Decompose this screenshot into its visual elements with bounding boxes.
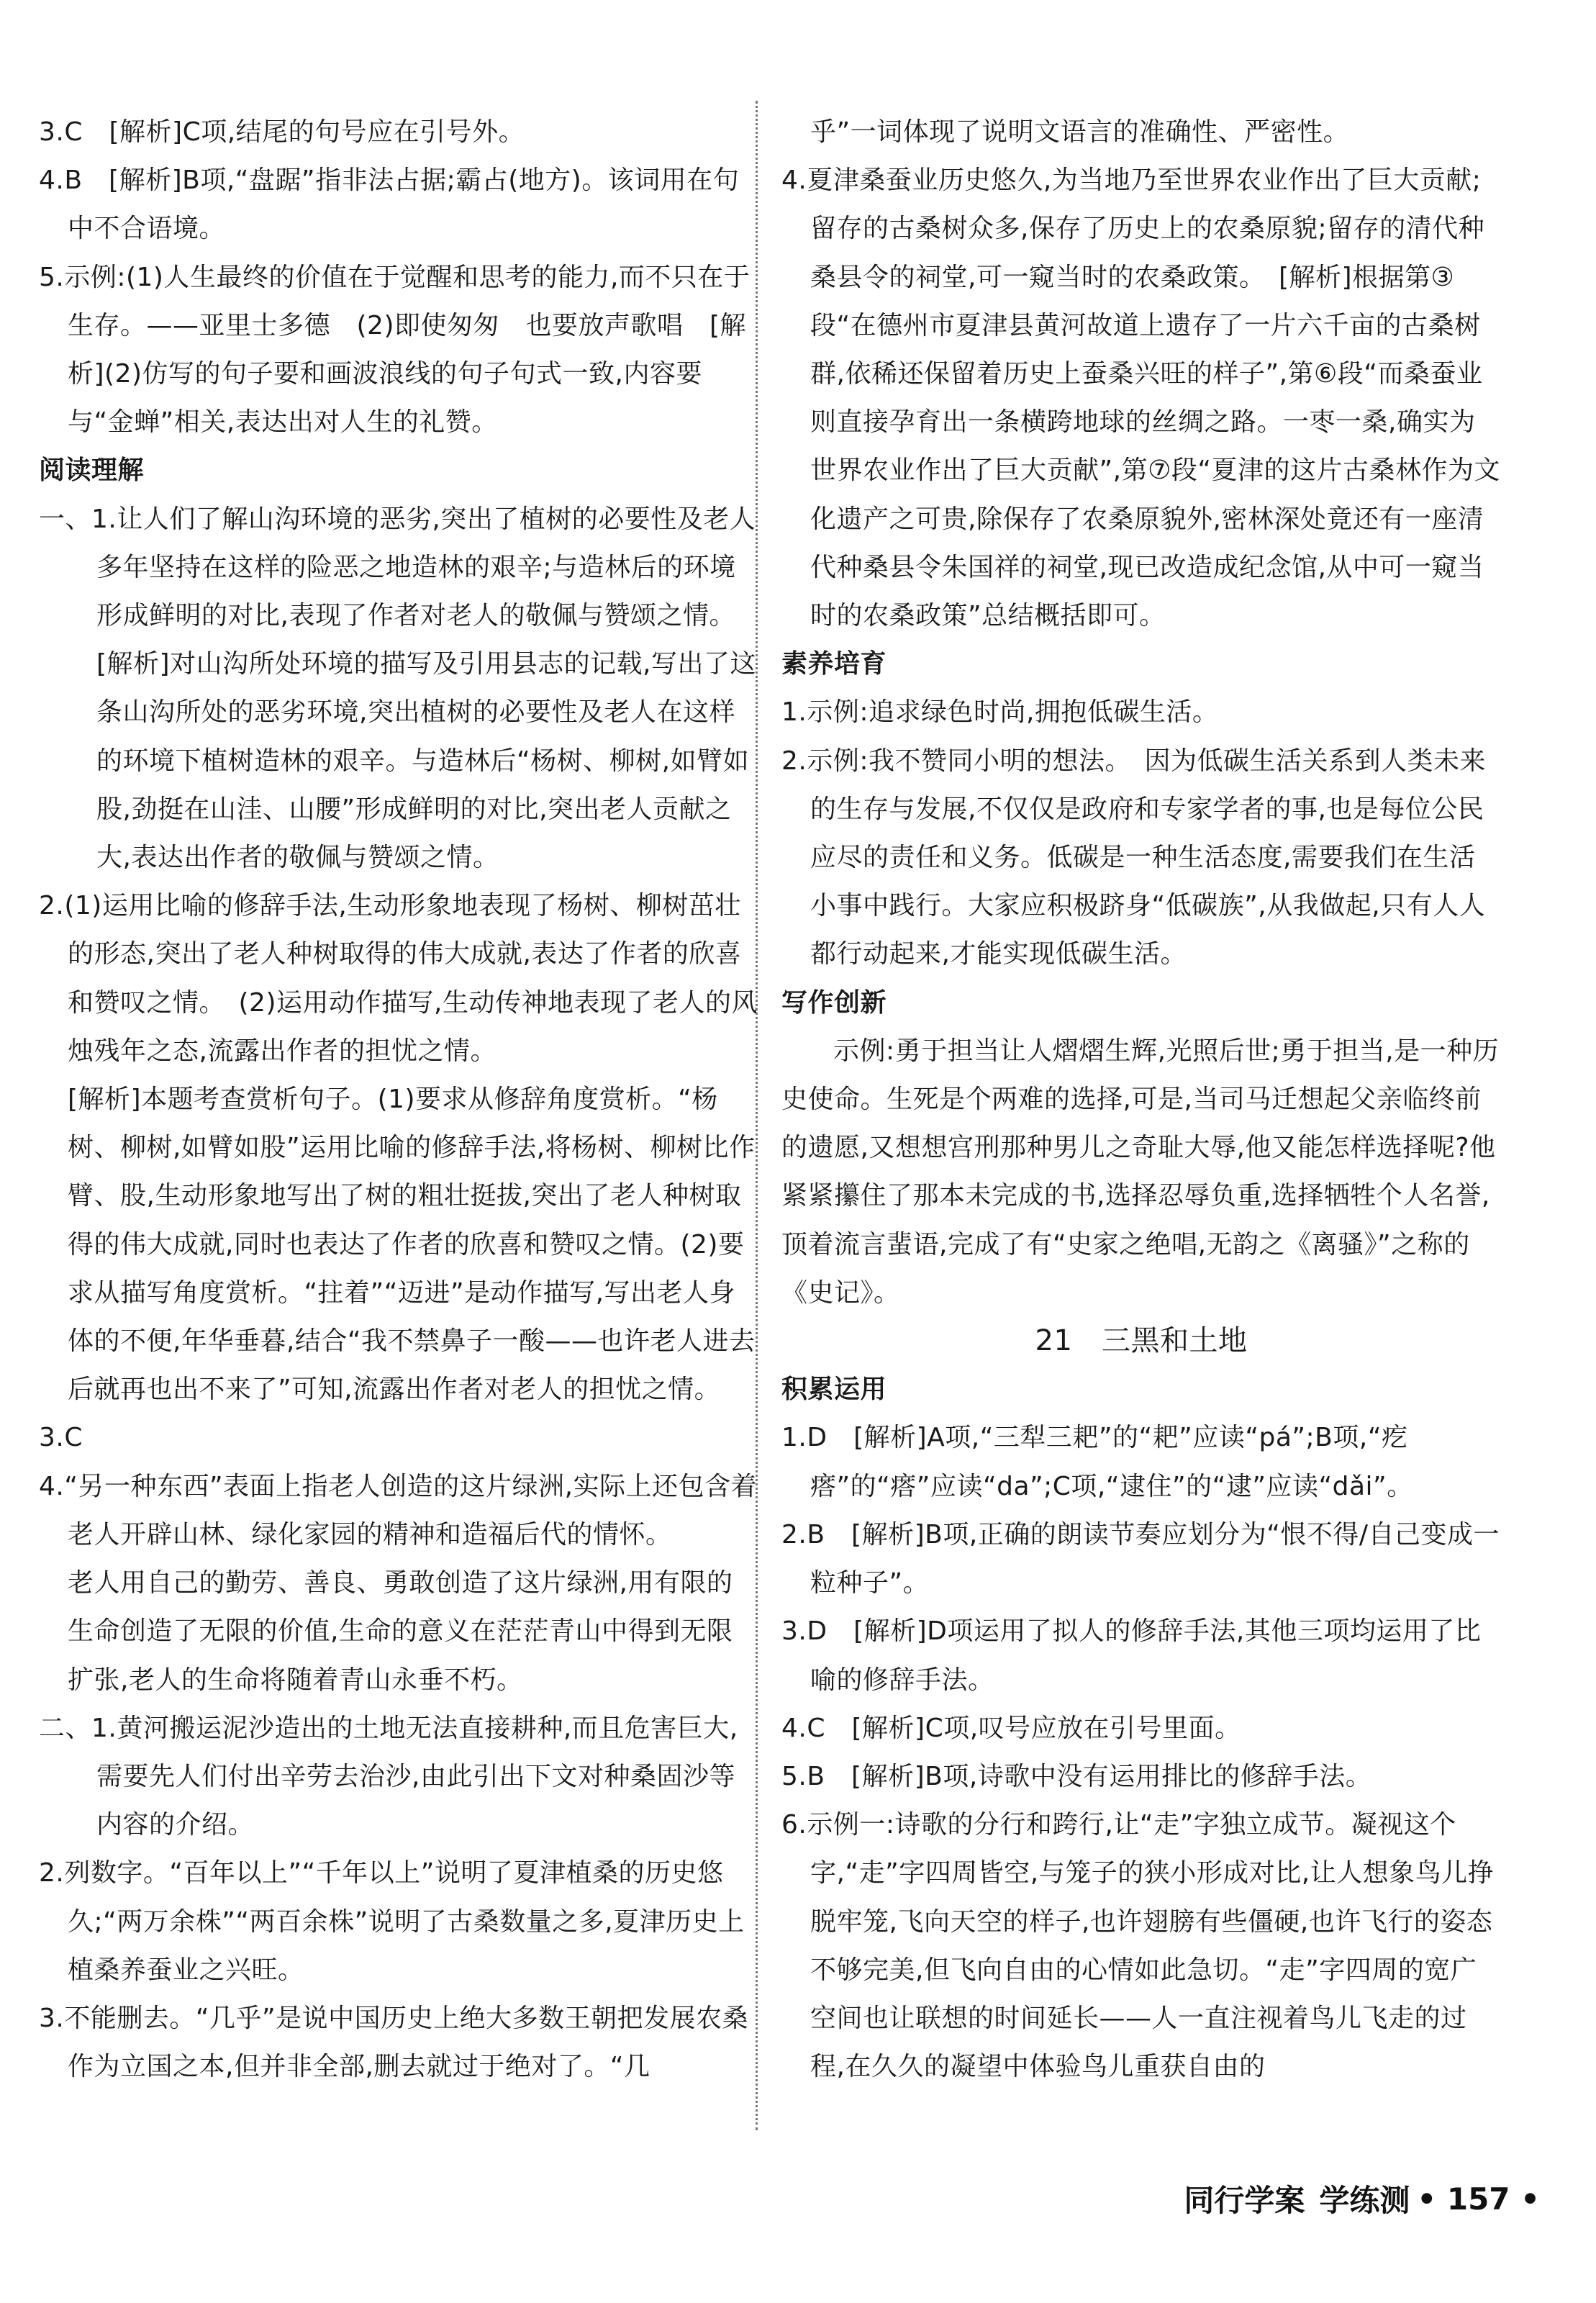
answer-item: 4.B [解析]B项,“盘踞”指非法占据;霸占(地方)。该词用在句中不合语境。	[39, 166, 740, 244]
section-heading: 阅读理解	[39, 456, 145, 486]
answer-item: 5.B [解析]B项,诗歌中没有运用排比的修辞手法。	[781, 1761, 1372, 1791]
section-heading: 写作创新	[781, 987, 887, 1018]
answer-item: 4.夏津桑蚕业历史悠久,为当地乃至世界农业作出了巨大贡献;留存的古桑树众多,保存了历史上的农桑原貌;留存的清代种桑县令的祠堂,可一窥当时的农桑政策。 [解析]根据第③段“在德州市夏津县黄河故道上遗存了一片六千亩的古桑树群,依稀还保留着历史上蚕桑兴旺的样子”,第⑥段“而桑蚕业则直接孕育出一条横跨地球的丝绸之路。一枣一桑,确实为世界农业作出了巨大贡献”,第⑦段“夏津的这片古桑林作为文化遗产之可贵,除保存了农桑原貌外,密林深处竟还有一座清代种桑县令朱国祥的祠堂,现已改造成纪念馆,从中可一窥当时的农桑政策”总结概括即可。	[781, 166, 1501, 631]
answer-item: 二、1.黄河搬运泥沙造出的土地无法直接耕种,而且危害巨大,需要先人们付出辛劳去治沙,由此引出下文对种桑固沙等内容的介绍。	[39, 1713, 738, 1840]
answer-item: 5.示例:(1)人生最终的价值在于觉醒和思考的能力,而不只在于生存。——亚里士多德 (2)即使匆匆 也要放声歌唱 [解析](2)仿写的句子要和画波浪线的句子句式一致,内容要与“金蝉”相关,表达出对人生的礼赞。	[39, 262, 751, 438]
answer-item: 1.示例:追求绿色时尚,拥抱低碳生活。	[781, 697, 1219, 728]
answer-item: 2.示例:我不赞同小明的想法。 因为低碳生活关系到人类未来的生存与发展,不仅仅是政府和专家学者的事,也是每位公民应尽的责任和义务。低碳是一种生活态度,需要我们在生活小事中践行。大家应积极跻身“低碳族”,从我做起,只有人人都行动起来,才能实现低碳生活。	[781, 746, 1486, 969]
answer-paragraph: 示例:勇于担当让人熠熠生辉,光照后世;勇于担当,是一种历史使命。生死是个两难的选择,可是,当司马迁想起父亲临终前的遗愿,又想想宫刑那种男儿之奇耻大辱,他又能怎样选择呢?他紧紧攥住了那本未完成的书,选择忍辱负重,选择牺牲个人名誉,顶着流言蜚语,完成了有“史家之绝唱,无韵之《离骚》”之称的《史记》。	[781, 1036, 1500, 1308]
answer-paragraph: 乎”一词体现了说明文语言的准确性、严密性。	[810, 117, 1350, 147]
answer-item: 1.D [解析]A项,“三犁三耙”的“耙”应读“pá”;B项,“疙瘩”的“瘩”应读“da”;C项,“逮住”的“逮”应读“dǎi”。	[781, 1423, 1413, 1501]
answer-item: 4.“另一种东西”表面上指老人创造的这片绿洲,实际上还包含着老人开辟山林、绿化家园的精神和造福后代的情怀。	[39, 1471, 758, 1549]
lesson-title: 21 三黑和土地	[1035, 1324, 1248, 1358]
answer-item: 3.不能删去。“几乎”是说中国历史上绝大多数王朝把发展农桑作为立国之本,但并非全部,删去就过于绝对了。“几	[39, 2003, 749, 2082]
answer-paragraph: 老人用自己的勤劳、善良、勇敢创造了这片绿洲,用有限的生命创造了无限的价值,生命的意义在茫茫青山中得到无限扩张,老人的生命将随着青山永垂不朽。	[68, 1568, 733, 1695]
answer-item: 3.D [解析]D项运用了拟人的修辞手法,其他三项均运用了比喻的修辞手法。	[781, 1616, 1482, 1695]
footer-series: 学练测	[1319, 2183, 1410, 2218]
right-column	[781, 108, 1501, 2091]
page-number: • 157 •	[1417, 2181, 1540, 2217]
answer-item: 一、1.让人们了解山沟环境的恶劣,突出了植树的必要性及老人多年坚持在这样的险恶之地造林的艰辛;与造林后的环境形成鲜明的对比,表现了作者对老人的敬佩与赞颂之情。 [解析]对山沟所处环境的描写及引用县志的记载,写出了这条山沟所处的恶劣环境,突出植树的必要性及老人在这样的环境下植树造林的艰辛。与造林后“杨树、柳树,如臂如股,劲挺在山洼、山腰”形成鲜明的对比,突出老人贡献之大,表达出作者的敬佩与赞颂之情。	[39, 504, 757, 873]
page-footer	[1137, 2173, 1540, 2224]
answer-paragraph: [解析]本题考查赏析句子。(1)要求从修辞角度赏析。“杨树、柳树,如臂如股”运用比喻的修辞手法,将杨树、柳树比作臂、股,生动形象地写出了树的粗壮挺拔,突出了老人种树取得的伟大成就,同时也表达了作者的欣喜和赞叹之情。(2)要求从描写角度赏析。“拄着”“迈进”是动作描写,写出老人身体的不便,年华垂暮,结合“我不禁鼻子一酸——也许老人进去后就再也出不来了”可知,流露出作者对老人的担忧之情。	[68, 1085, 756, 1405]
answer-item: 2.B [解析]B项,正确的朗读节奏应划分为“恨不得/自己变成一粒种子”。	[781, 1519, 1500, 1598]
section-heading: 积累运用	[781, 1375, 887, 1405]
answer-item: 3.C [解析]C项,结尾的句号应在引号外。	[39, 117, 525, 147]
answer-item: 6.示例一:诗歌的分行和跨行,让“走”字独立成节。凝视这个字,“走”字四周皆空,与笼子的狭小形成对比,让人想象鸟儿挣脱牢笼,飞向天空的样子,也许翅膀有些僵硬,也许飞行的姿态不够完美,但飞向自由的心情如此急切。“走”字四周的宽广空间也让联想的时间延长——人一直注视着鸟儿飞走的过程,在久久的凝望中体验鸟儿重获自由的	[781, 1810, 1495, 2082]
answer-item: 3.C	[39, 1423, 83, 1453]
answer-item: 2.(1)运用比喻的修辞手法,生动形象地表现了杨树、柳树茁壮的形态,突出了老人种树取得的伟大成就,表达了作者的欣喜和赞叹之情。 (2)运用动作描写,生动传神地表现了老人的风烛残年之态,流露出作者的担忧之情。	[39, 891, 758, 1066]
left-column	[39, 108, 758, 2091]
answer-item: 4.C [解析]C项,叹号应放在引号里面。	[781, 1713, 1241, 1743]
answer-item: 2.列数字。“百年以上”“千年以上”说明了夏津植桑的历史悠久;“两万余株”“两百余株”说明了古桑数量之多,夏津历史上植桑养蚕业之兴旺。	[39, 1858, 745, 1985]
section-heading: 素养培育	[781, 649, 887, 679]
footer-brand: 同行学案	[1184, 2183, 1305, 2218]
